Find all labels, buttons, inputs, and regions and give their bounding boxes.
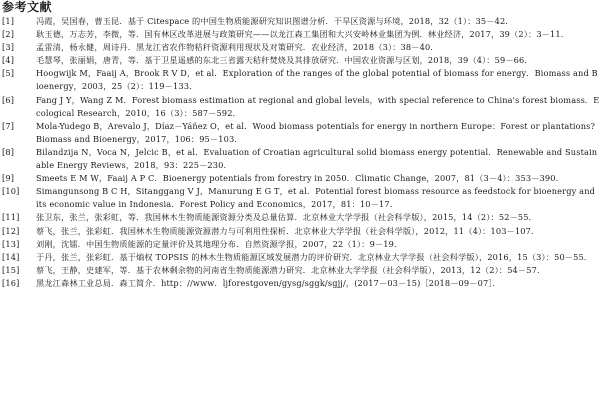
- reference-item: [0, 185, 600, 211]
- reference-item: [0, 251, 600, 264]
- reference-list: [0, 15, 600, 290]
- reference-item: [0, 67, 600, 93]
- reference-text: Bilandzija N，Voca N，Jelcic B，et al．Evaluation of Croatian agricultural solid biomass energy potential．Renewable and Sustainable Energy Reviews，2018，93：225－230．: [36, 146, 598, 171]
- reference-item: [0, 264, 600, 277]
- reference-number: [5]: [2, 68, 15, 79]
- reference-number: [4]: [2, 55, 15, 66]
- reference-text: 张卫东，张兰，张彩虹，等．我国林木生物质能源资源分类及总量估算．北京林业大学学报（社会科学版），2015，14（2）：52－55．: [36, 212, 537, 223]
- reference-number: [3]: [2, 42, 15, 53]
- reference-number: [11]: [2, 212, 20, 223]
- reference-item: [0, 146, 600, 172]
- reference-number: [7]: [2, 120, 15, 131]
- reference-text: 毛慧琴，张丽娟，唐青，等．基于卫星遥感的东北三省露天秸秆焚烧及其排放研究．中国农业资源与区划，2018，39（4）：59－66．: [36, 55, 533, 66]
- reference-text: 孟雷清，杨永健，周诗丹．黑龙江省农作物秸秆资源利用现状及对策研究．农业经济，2018（3）：38－40．: [36, 42, 439, 53]
- reference-number: [15]: [2, 264, 20, 275]
- reference-item: [0, 172, 600, 185]
- reference-item: [0, 238, 600, 251]
- reference-text: 于丹，张兰，张彩虹．基于熵权 TOPSIS 的林木生物质能源区域发展潜力的评价研究．北京林业大学学报（社会科学版），2016，15（3）：50－55．: [36, 251, 593, 262]
- reference-item: [0, 120, 600, 146]
- reference-text: 蔡飞，张兰，张彩虹．我国林木生物质能源资源潜力与可利用性探析．北京林业大学学报（社会科学版），2012，11（4）：103－107．: [36, 225, 540, 236]
- reference-item: [0, 28, 600, 41]
- reference-number: [1]: [2, 16, 15, 26]
- reference-text: 冯霞，吴国春，曹玉昆．基于 Citespace 的中国生物质能源研究知识图谱分析．干旱区资源与环境，2018，32（1）：35－42．: [36, 16, 514, 26]
- reference-number: [12]: [2, 225, 20, 236]
- reference-text: Mola-Yudego B，Arevalo J，Díaz－Yáñez O，et al．Wood biomass potentials for energy in northern Europe：Forest or plantations? Biomass and Bioenergy，2017，106：95－103．: [36, 120, 596, 144]
- reference-item: [0, 211, 600, 224]
- reference-text: 耿玉德，万志芳，李微，等．国有林区改革进展与政策研究——以龙江森工集团和大兴安岭林业集团为例．林业经济，2017，39（2）：3－11．: [36, 29, 570, 40]
- reference-item: [0, 15, 600, 28]
- reference-number: [2]: [2, 29, 15, 40]
- reference-text: 蔡飞，王静，史建军，等．基于农林剩余物的河南省生物质能源潜力研究．北京林业大学学报（社会科学版），2013，12（2）：54－57．: [36, 264, 546, 275]
- reference-item: [0, 225, 600, 238]
- reference-text: Simangunsong B C H，Sitanggang V J，Manurung E G T，et al．Potential forest biomass resource as feedstock for bioenergy and its economic value in Indonesia．Forest Policy and Economics，2017，81：10－17．: [36, 186, 596, 210]
- reference-number: [8]: [2, 146, 15, 157]
- reference-number: [13]: [2, 238, 20, 249]
- reference-text: 刘刚，沈镭．中国生物质能源的定量评价及其地理分布．自然资源学报，2007，22（1）：9－19．: [36, 238, 403, 249]
- reference-text: 黑龙江森林工业总局．森工简介．http：//www．ljforestgoven/gysg/sggk/sgjj/，(2017－03－15)［2018－09－07］．: [36, 277, 501, 288]
- reference-number: [6]: [2, 94, 15, 105]
- reference-item: [0, 277, 600, 290]
- reference-item: [0, 54, 600, 67]
- reference-number: [16]: [2, 277, 20, 288]
- references-heading: 参考文献: [2, 0, 53, 14]
- reference-number: [14]: [2, 251, 20, 262]
- reference-number: [9]: [2, 173, 15, 184]
- reference-item: [0, 41, 600, 54]
- reference-text: Fang J Y，Wang Z M．Forest biomass estimation at regional and global levels，with special reference to China's forest biomass．Ecological Research，2010，16（3）：587－592．: [36, 94, 600, 118]
- reference-number: [10]: [2, 186, 20, 197]
- reference-text: Hoogwijk M，Faaij A，Brook R V D，et al．Exploration of the ranges of the global potential of biomass for energy．Biomass and Bioenergy，2003，25（2）：119－133．: [36, 68, 598, 92]
- reference-item: [0, 94, 600, 120]
- reference-text: Smeets E M W，Faaij A P C．Bioenergy potentials from forestry in 2050．Climatic Change，2007，81（3－4）：353－390．: [36, 173, 564, 184]
